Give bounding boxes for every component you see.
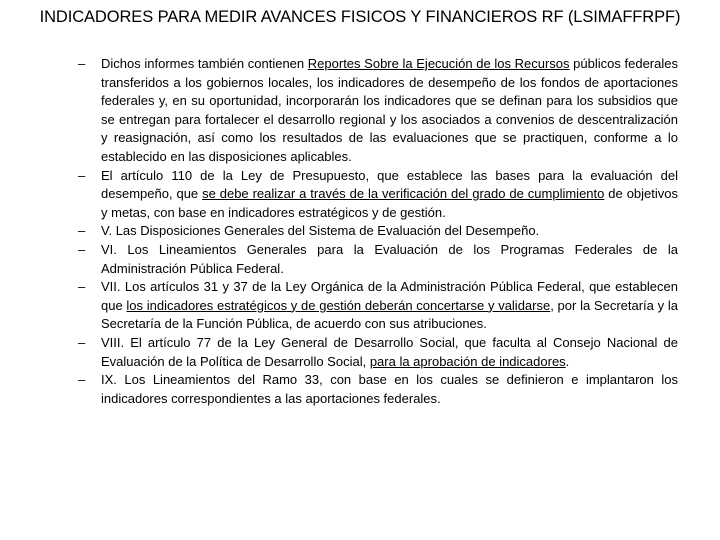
item-text: VII. Los artículos 31 y 37 de la Ley Orgánica de la Administración Pública Federal, que establecen que [101, 279, 678, 313]
item-text: VIII. El artículo 77 de la Ley General de Desarrollo Social, que faculta al Consejo Nacional de Evaluación de la Política de Desarrollo Social, [101, 334, 678, 369]
list-item [78, 55, 678, 167]
list-item [78, 278, 678, 334]
item-text: Dichos informes también contienen [101, 56, 308, 71]
underlined-text: se debe realizar a través de la verificación del grado de cumplimiento [202, 186, 605, 202]
bullet-dash: – [78, 167, 86, 183]
item-text: públicos federales transferidos a los gobiernos locales, los indicadores de desempeño de los fondos de aportaciones federales y, en su oportunidad, incorporarán los indicadores que se definan para los subsidios que se entregan para fortalecer el desarrollo regional y los asociados a convenios de descentralización y reasignación, así como los resultados de las evaluaciones que se practiquen, conforme a lo establecido en las disposiciones aplicables. [101, 56, 678, 164]
bullet-dash: – [78, 241, 86, 257]
list-item [78, 222, 678, 241]
item-text: IX. Los Lineamientos del Ramo 33, con base en los cuales se definieron e implantaron los indicadores correspondientes a las aportaciones federales. [101, 372, 678, 406]
bullet-dash: – [78, 279, 86, 295]
item-text: El artículo 110 de la Ley de Presupuesto, que establece las bases para la evaluación del desempeño, que [101, 167, 678, 202]
item-text: . [565, 353, 570, 369]
bullet-dash: – [78, 372, 86, 388]
list-item [78, 167, 678, 223]
list-item [78, 371, 678, 408]
bullet-dash: – [78, 223, 86, 239]
item-text: VI. Los Lineamientos Generales para la Evaluación de los Programas Federales de la Administración Pública Federal. [101, 241, 678, 276]
underlined-text: los indicadores estratégicos y de gestión deberán concertarse y validarse [126, 297, 551, 313]
underlined-text: Reportes Sobre la Ejecución de los Recursos [307, 56, 570, 71]
slide-title: INDICADORES PARA MEDIR AVANCES FISICOS Y FINANCIEROS RF (LSIMAFFRPF) [39, 8, 681, 26]
list-item [78, 241, 678, 278]
item-text: , por la Secretaría y la Secretaría de la Función Pública, de acuerdo con sus atribuciones. [101, 297, 678, 332]
bullet-list [78, 55, 678, 408]
underlined-text: para la aprobación de indicadores [369, 353, 566, 369]
item-text: de objetivos y metas, con base en indicadores estratégicos y de gestión. [101, 186, 679, 220]
bullet-dash: – [78, 334, 86, 350]
bullet-dash: – [78, 56, 86, 71]
item-text: V. Las Disposiciones Generales del Sistema de Evaluación del Desempeño. [101, 223, 540, 239]
list-item [78, 334, 678, 371]
